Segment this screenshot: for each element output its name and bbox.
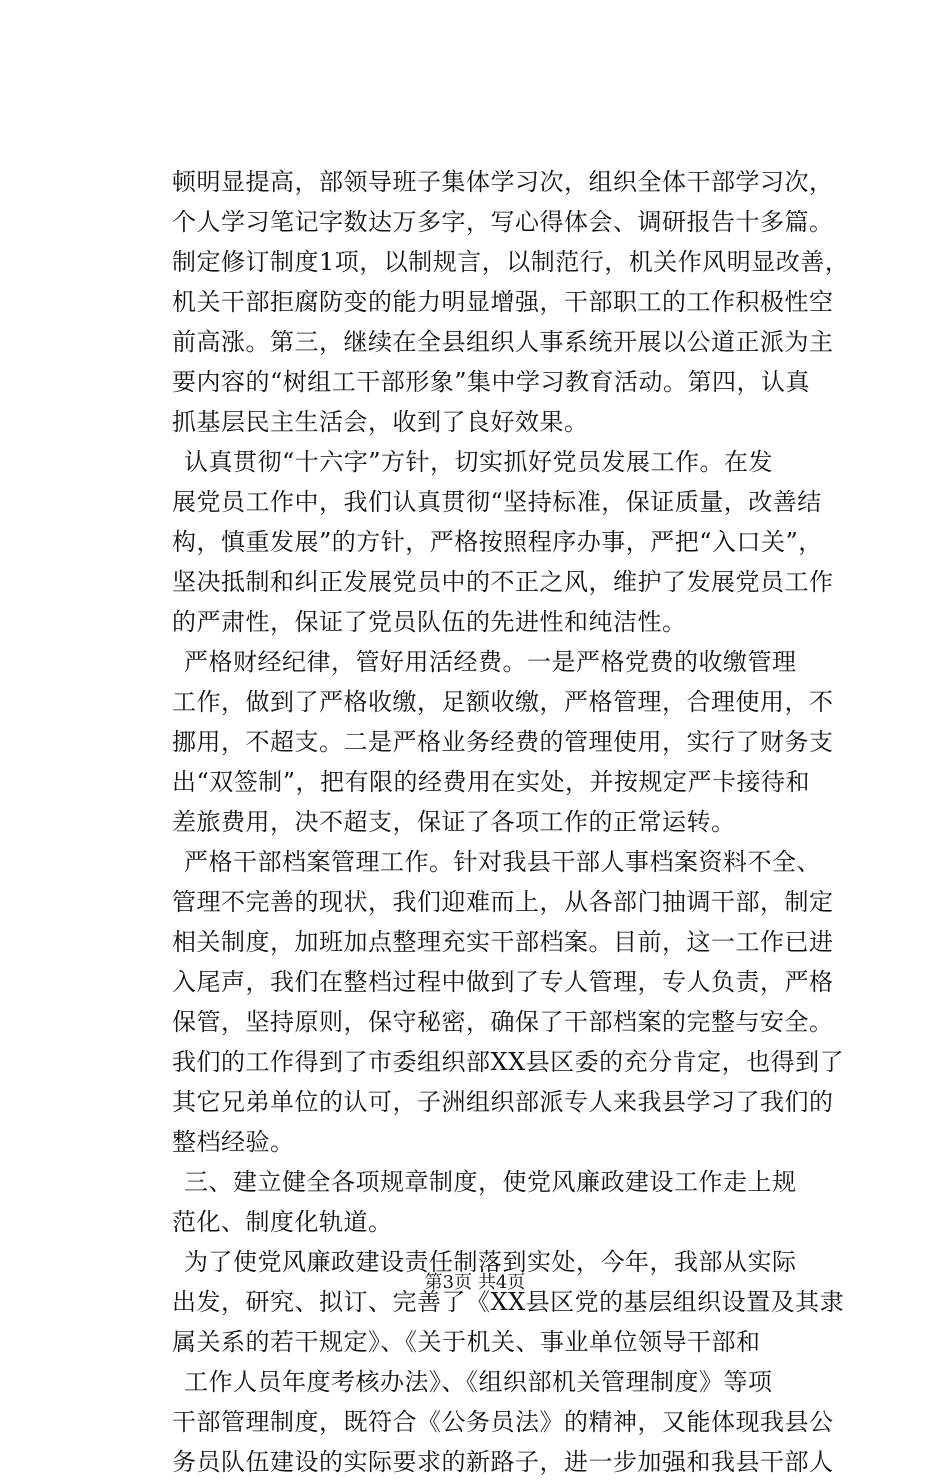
text-line: 顿明显提高，部领导班子集体学习次，组织全体干部学习次， <box>172 168 834 196</box>
text-line: 坚决抵制和纠正发展党员中的不正之风，维护了发展党员工作 <box>172 568 834 596</box>
text-line: 要内容的“树组工干部形象”集中学习教育活动。第四，认真 <box>172 368 811 396</box>
text-line: 制定修订制度1项，以制规言，以制范行，机关作风明显改善， <box>172 248 850 276</box>
text-line: 挪用，不超支。二是严格业务经费的管理使用，实行了财务支 <box>172 728 834 756</box>
text-line: 工作，做到了严格收缴，足额收缴，严格管理，合理使用，不 <box>172 688 834 716</box>
text-line: 属关系的若干规定》、《关于机关、事业单位领导干部和 <box>172 1328 761 1356</box>
text-line: 相关制度，加班加点整理充实干部档案。目前，这一工作已进 <box>172 928 834 956</box>
text-line: 管理不完善的现状，我们迎难而上，从各部门抽调干部，制定 <box>172 888 834 916</box>
text-line: 干部管理制度，既符合《公务员法》的精神，又能体现我县公 <box>172 1408 834 1436</box>
text-line: 务员队伍建设的实际要求的新路子，进一步加强和我县干部人 <box>172 1448 834 1476</box>
text-line: 整档经验。 <box>172 1128 295 1156</box>
text-line: 的严肃性，保证了党员队伍的先进性和纯洁性。 <box>172 608 687 636</box>
paragraph-first-line: 工作人员年度考核办法》、《组织部机关管理制度》等项 <box>184 1368 773 1396</box>
text-line: 入尾声，我们在整档过程中做到了专人管理，专人负责，严格 <box>172 968 834 996</box>
text-line: 展党员工作中，我们认真贯彻“坚持标准，保证质量，改善结 <box>172 488 822 516</box>
text-line: 其它兄弟单位的认可，子洲组织部派专人来我县学习了我们的 <box>172 1088 834 1116</box>
text-line: 机关干部拒腐防变的能力明显增强，干部职工的工作积极性空 <box>172 288 834 316</box>
text-line: 出“双签制”，把有限的经费用在实处，并按规定严卡接待和 <box>172 768 811 796</box>
paragraph-first-line: 为了使党风廉政建设责任制落到实处，今年，我部从实际 <box>184 1248 797 1276</box>
section-heading-continued: 范化、制度化轨道。 <box>172 1208 393 1236</box>
page-number-footer: 第3页 共4页 <box>424 1272 526 1293</box>
text-line: 出发，研究、拟订、完善了《XX县区党的基层组织设置及其隶 <box>172 1288 845 1316</box>
paragraph-first-line: 认真贯彻“十六字”方针，切实抓好党员发展工作。在发 <box>184 448 774 476</box>
section-heading: 三、建立健全各项规章制度，使党风廉政建设工作走上规 <box>184 1168 797 1196</box>
paragraph-first-line: 严格干部档案管理工作。针对我县干部人事档案资料不全、 <box>184 848 821 876</box>
text-line: 个人学习笔记字数达万多字，写心得体会、调研报告十多篇。 <box>172 208 834 236</box>
text-line: 前高涨。第三，继续在全县组织人事系统开展以公道正派为主 <box>172 328 834 356</box>
text-line: 我们的工作得到了市委组织部XX县区委的充分肯定，也得到了 <box>172 1048 845 1076</box>
text-line: 构，慎重发展”的方针，严格按照程序办事，严把“入口关”， <box>172 528 823 556</box>
text-line: 抓基层民主生活会，收到了良好效果。 <box>172 408 589 436</box>
text-line: 保管，坚持原则，保守秘密，确保了干部档案的完整与安全。 <box>172 1008 834 1036</box>
text-line: 差旅费用，决不超支，保证了各项工作的正常运转。 <box>172 808 736 836</box>
paragraph-first-line: 严格财经纪律，管好用活经费。一是严格党费的收缴管理 <box>184 648 797 676</box>
